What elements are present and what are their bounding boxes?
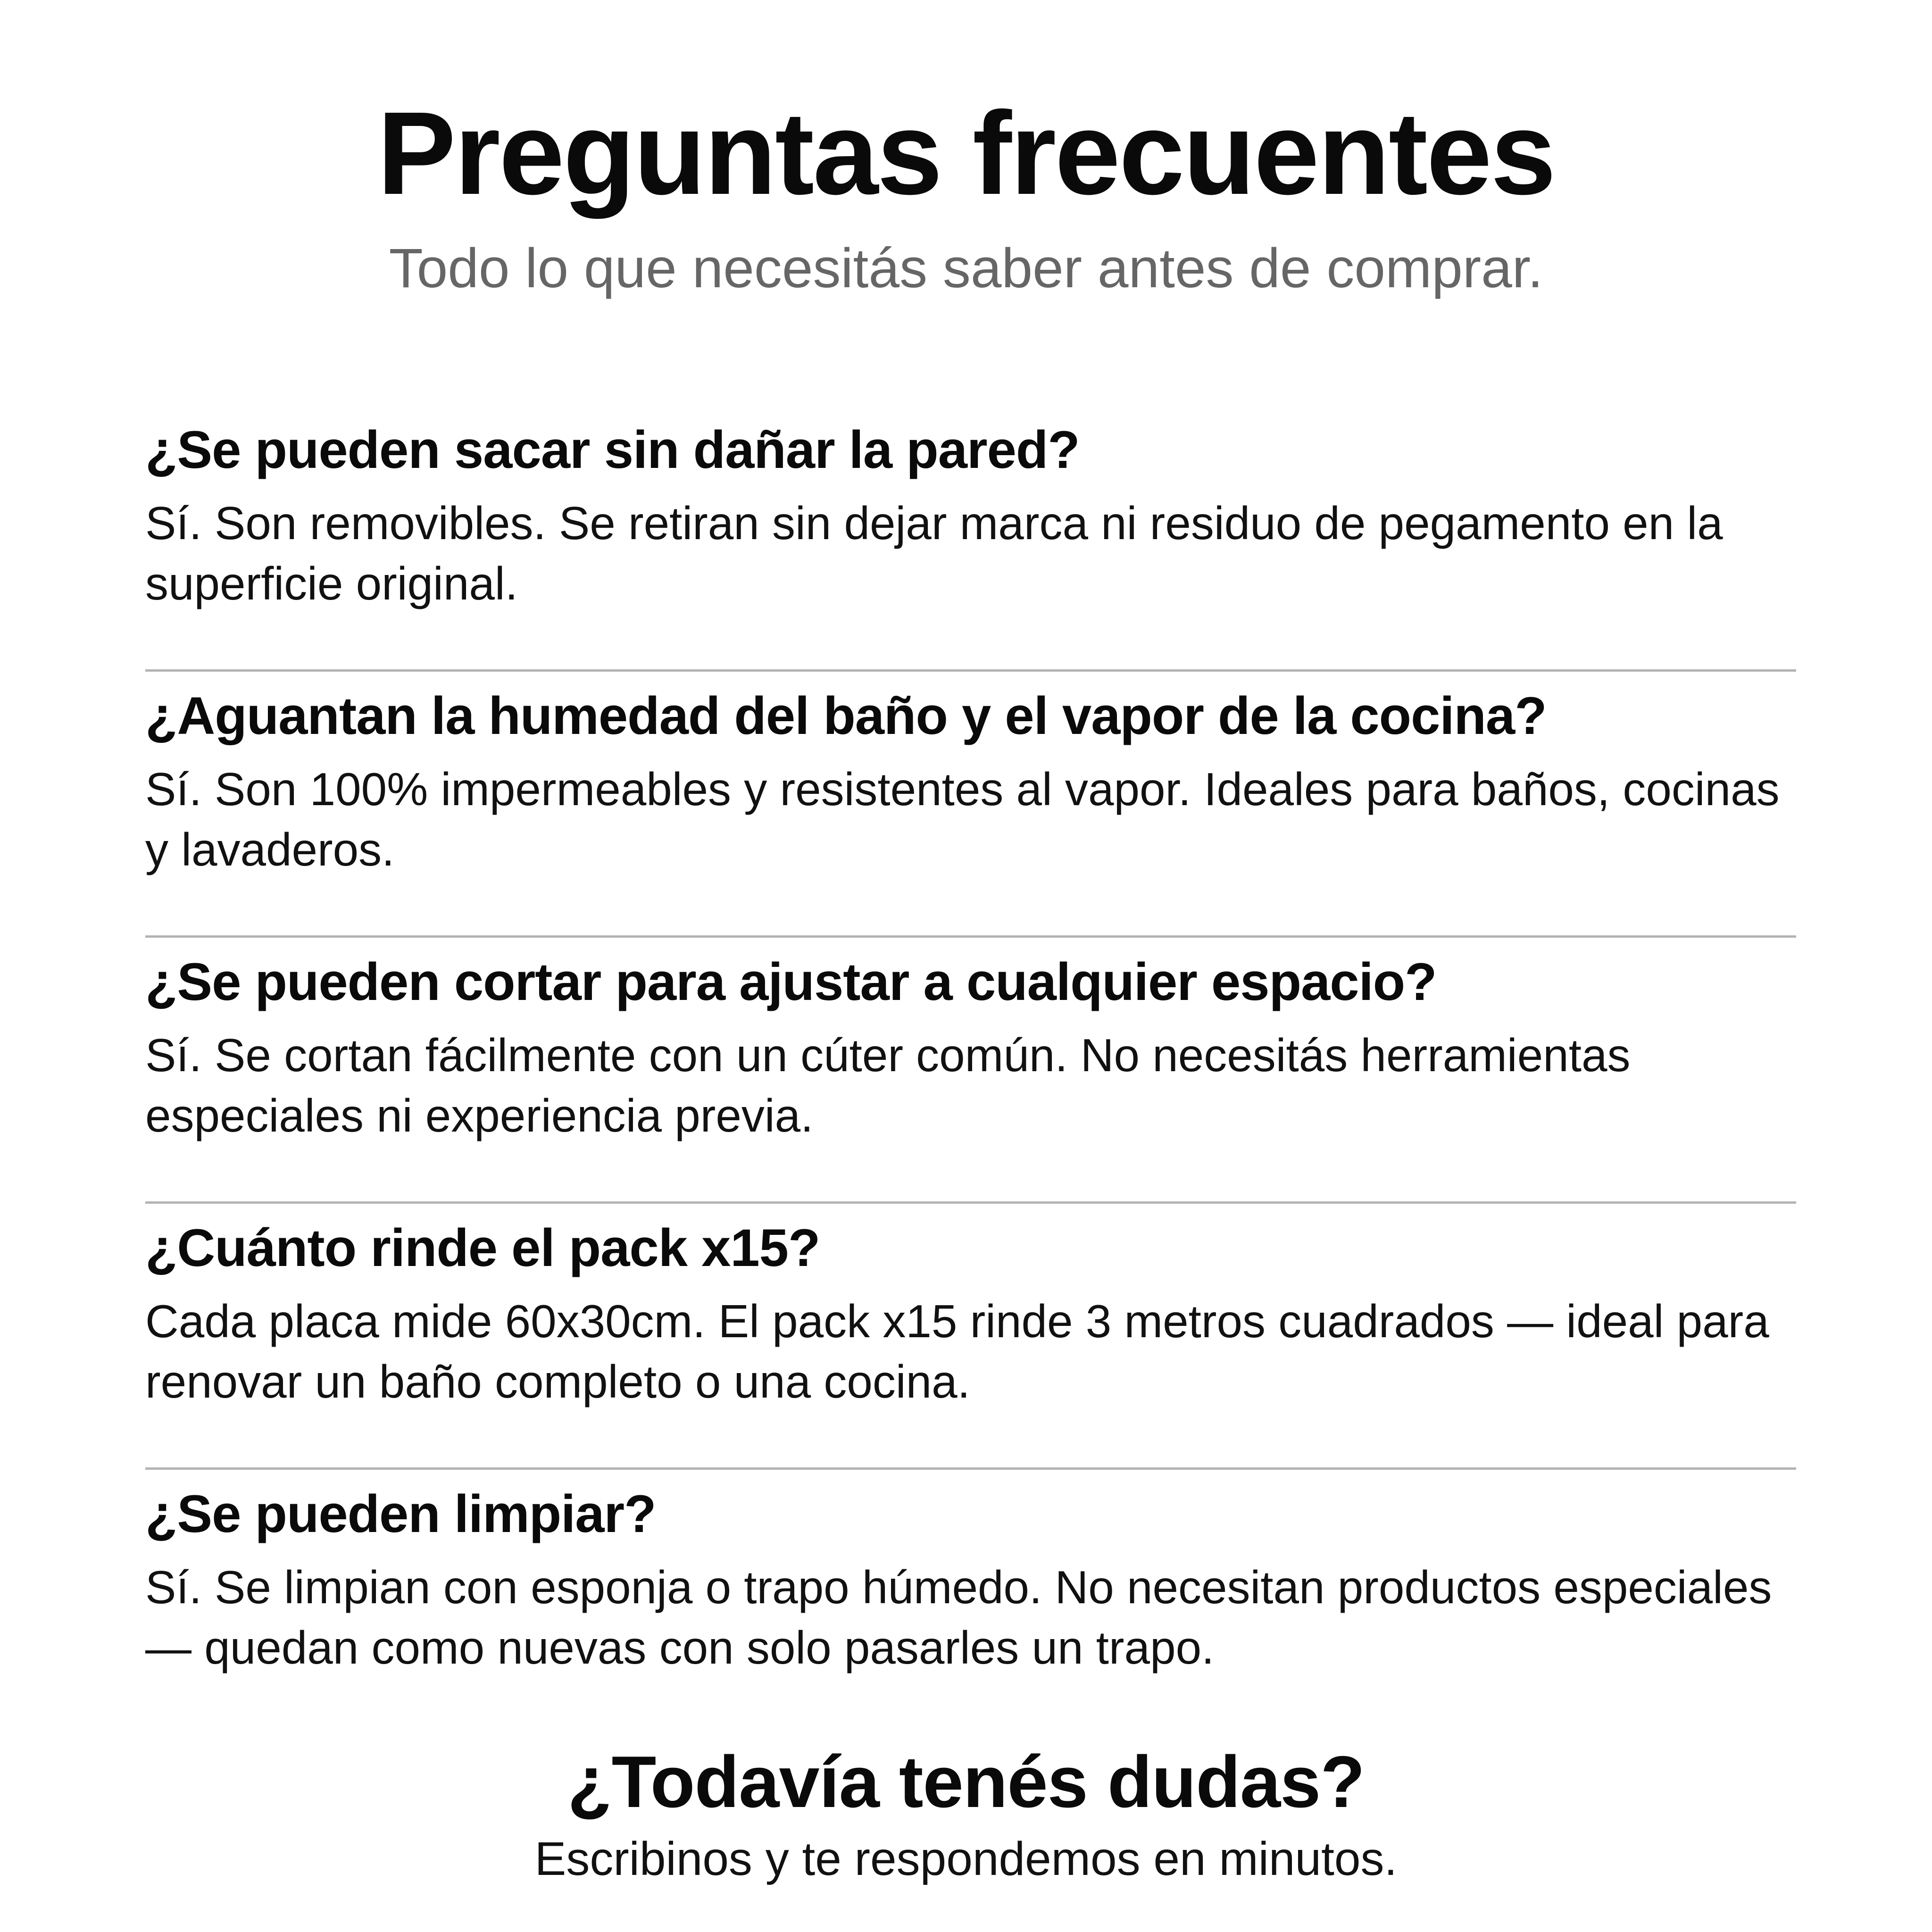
page-header	[0, 87, 1932, 300]
faq-answer: Sí. Son 100% impermeables y resistentes al vapor. Ideales para baños, cocinas y lavaderos.	[145, 763, 1780, 875]
faq-answer: Cada placa mide 60x30cm. El pack x15 rinde 3 metros cuadrados — ideal para renovar un baño completo o una cocina.	[145, 1295, 1769, 1407]
faq-answer: Sí. Se cortan fácilmente con un cúter común. No necesitás herramientas especiales ni experiencia previa.	[145, 1029, 1631, 1141]
faq-question: ¿Se pueden cortar para ajustar a cualquier espacio?	[145, 952, 1437, 1011]
footer-title: ¿Todavía tenés dudas?	[567, 1741, 1365, 1823]
faq-question: ¿Se pueden limpiar?	[145, 1484, 656, 1543]
faq-list	[145, 406, 1796, 1736]
faq-question: ¿Se pueden sacar sin dañar la pared?	[145, 420, 1080, 479]
faq-item	[145, 1204, 1796, 1470]
faq-item	[145, 406, 1796, 672]
faq-item	[145, 672, 1796, 938]
faq-answer: Sí. Se limpian con esponja o trapo húmedo. No necesitan productos especiales — quedan como nuevas con solo pasarles un trapo.	[145, 1561, 1772, 1674]
faq-item	[145, 938, 1796, 1204]
page-title: Preguntas frecuentes	[377, 87, 1555, 219]
faq-question: ¿Aguantan la humedad del baño y el vapor de la cocina?	[145, 686, 1547, 745]
faq-answer: Sí. Son removibles. Se retiran sin dejar marca ni residuo de pegamento en la superficie original.	[145, 497, 1723, 609]
faq-question: ¿Cuánto rinde el pack x15?	[145, 1218, 820, 1277]
faq-item	[145, 1470, 1796, 1736]
footer-text: Escribinos y te respondemos en minutos.	[534, 1832, 1398, 1885]
contact-footer	[0, 1741, 1932, 1885]
page-subtitle: Todo lo que necesitás saber antes de comprar.	[389, 237, 1543, 300]
